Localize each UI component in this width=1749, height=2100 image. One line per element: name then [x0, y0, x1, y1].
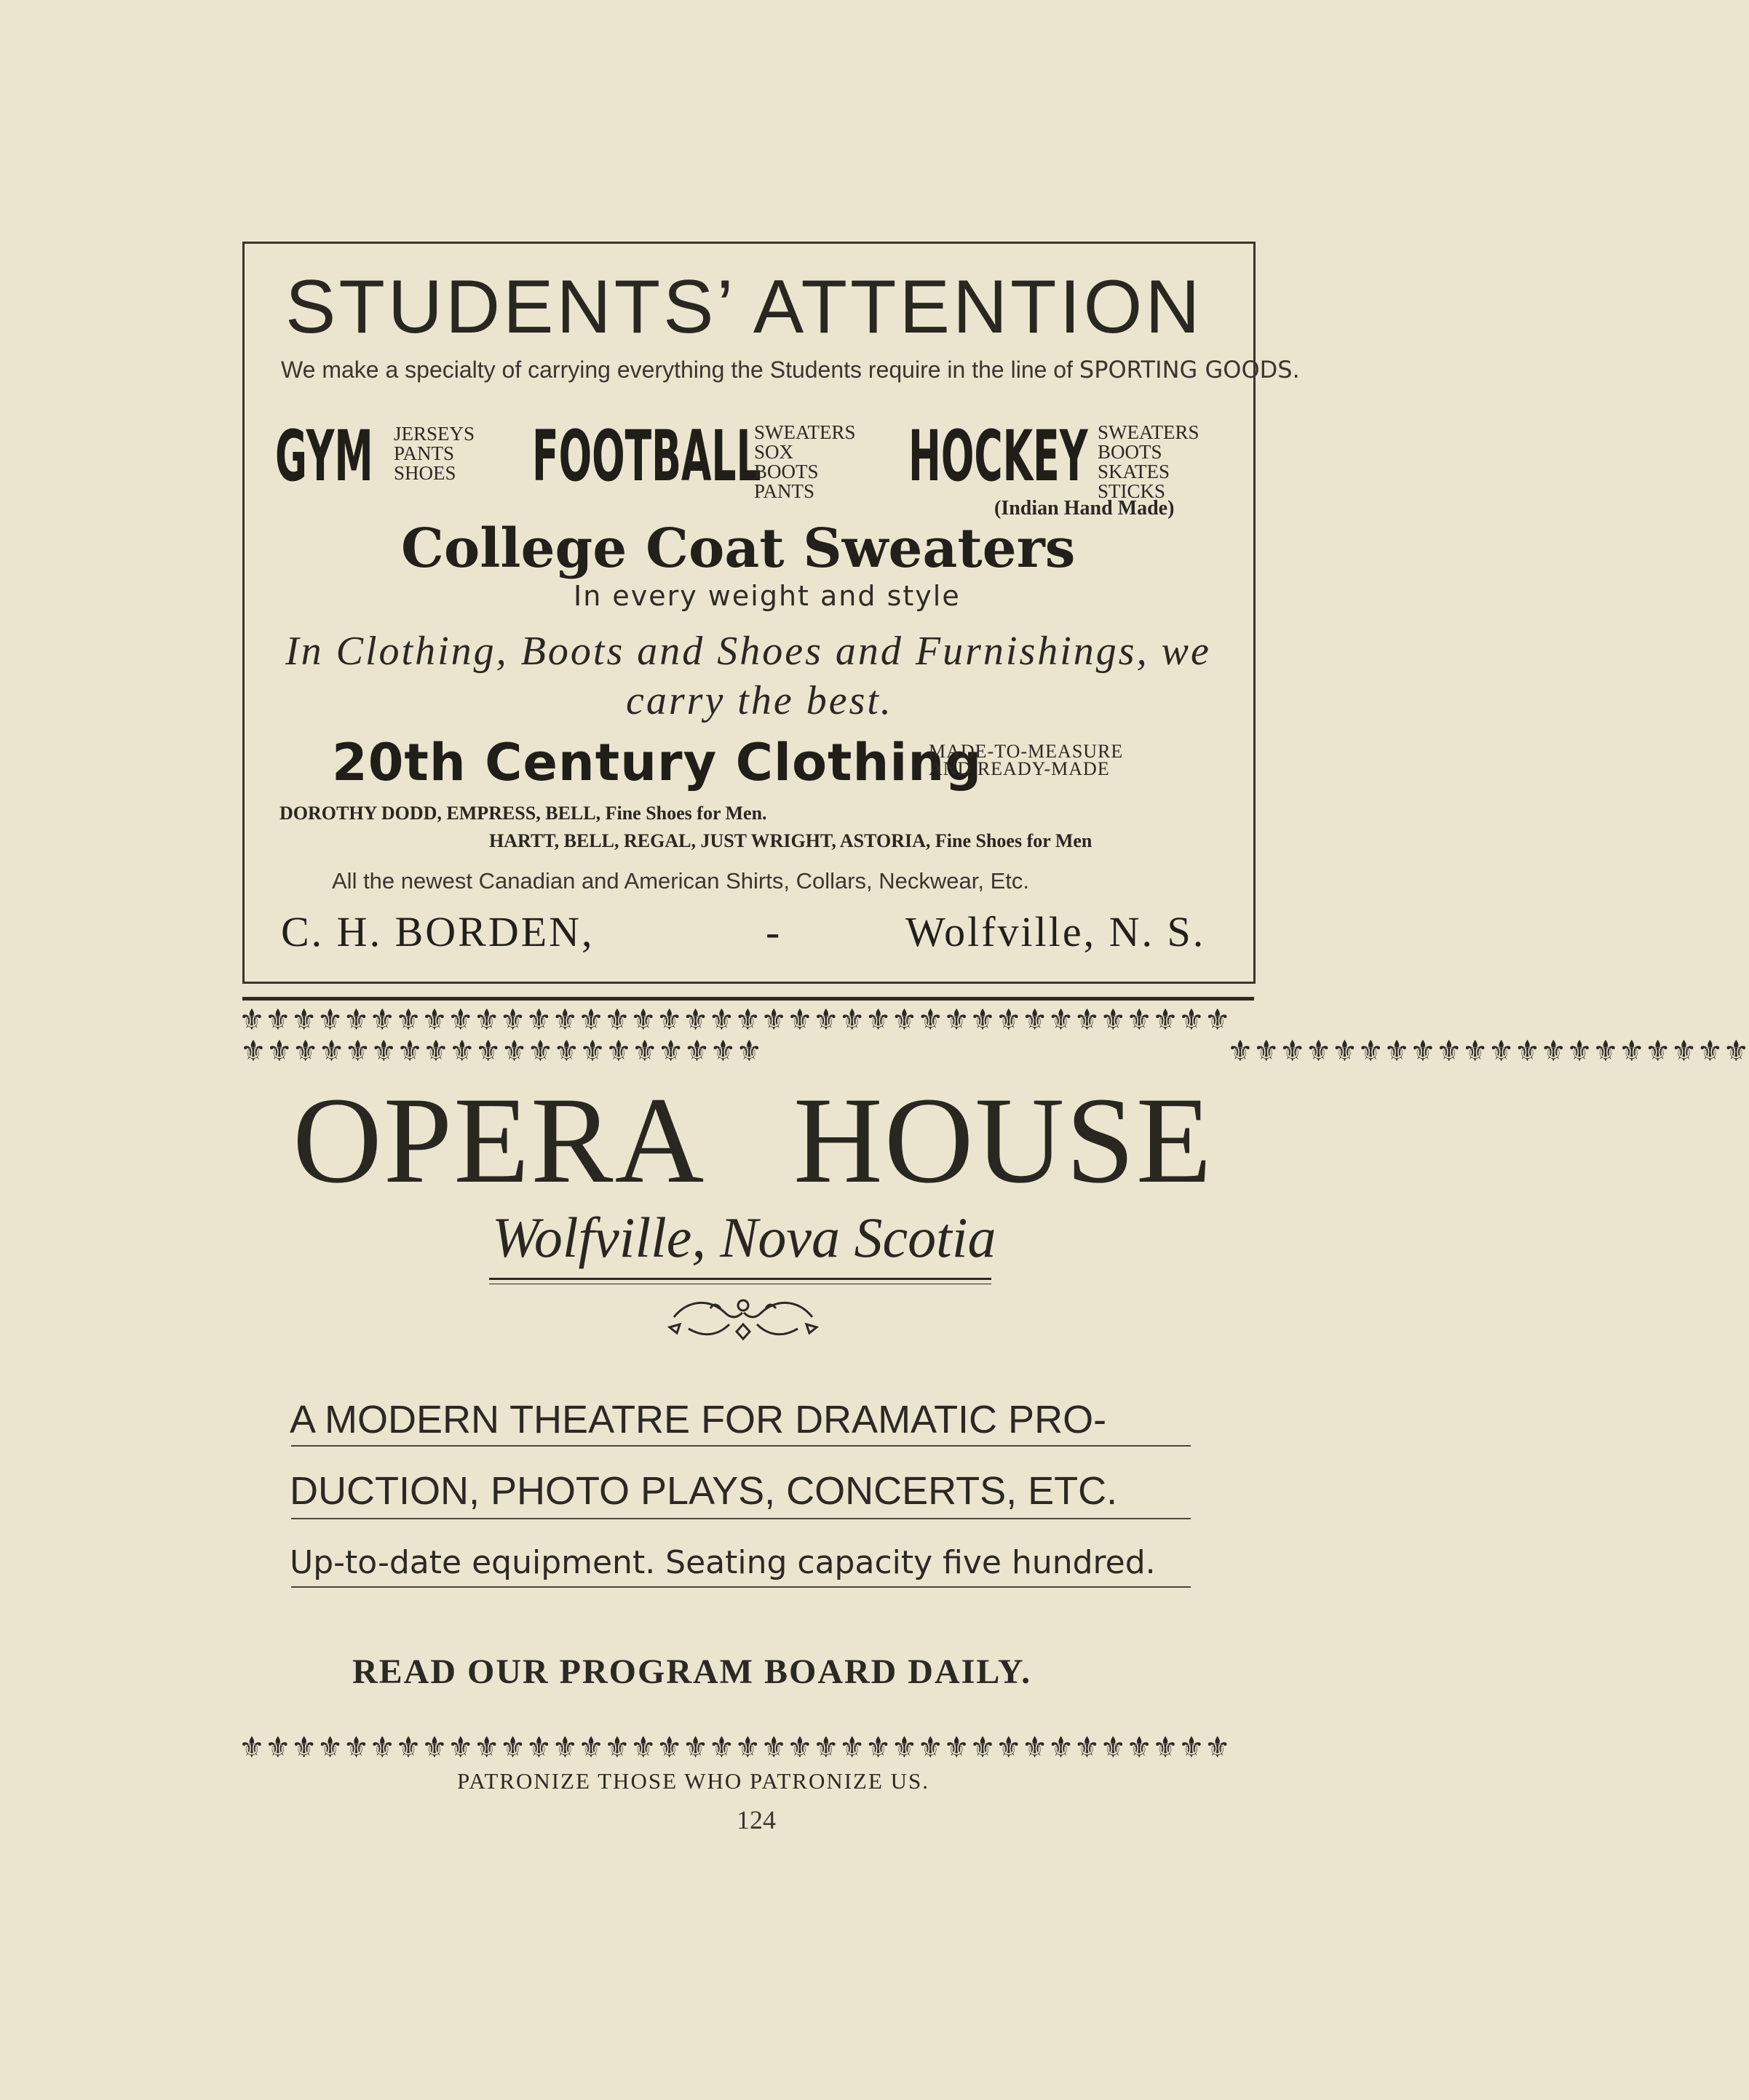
intro-sporting-goods: SPORTING GOODS. [1079, 356, 1300, 383]
clothing-line-2: carry the best. [626, 678, 893, 723]
made-line: MADE-TO-MEASURE [929, 741, 1124, 762]
football-item: PANTS [754, 480, 815, 502]
opera-line-1-rule [291, 1445, 1191, 1447]
gym-item: SHOES [394, 462, 456, 484]
opera-line-3-rule [291, 1586, 1191, 1588]
clothing-line-1: In Clothing, Boots and Shoes and Furnishings, we [285, 629, 1211, 674]
shoes-line-2: HARTT, BELL, REGAL, JUST WRIGHT, ASTORIA, Fine Shoes for Men [489, 830, 1092, 851]
gym-item: PANTS [394, 442, 455, 464]
made-to-measure [929, 743, 1123, 778]
gym-label: GYM [275, 415, 373, 497]
merchant-dash: - [766, 908, 782, 955]
football-item: BOOTS [754, 461, 819, 482]
fleur-de-lis-icon: ⚜⚜⚜⚜⚜⚜⚜⚜⚜⚜⚜⚜⚜⚜⚜⚜⚜⚜⚜⚜⚜⚜⚜⚜⚜⚜⚜⚜⚜⚜⚜⚜⚜⚜⚜⚜⚜⚜ [239, 1731, 1231, 1765]
merchant-name: C. H. BORDEN, [281, 908, 595, 955]
scroll-ornament-icon [667, 1295, 820, 1340]
students-ad-title: STUDENTS’ ATTENTION [285, 265, 1203, 349]
place-underline [489, 1278, 991, 1280]
college-sub: In every weight and style [574, 580, 961, 612]
shirts-line: All the newest Canadian and American Shirts, Collars, Neckwear, Etc. [332, 868, 1030, 894]
opera-line-4: READ OUR PROGRAM BOARD DAILY. [352, 1652, 1032, 1691]
border-bottom [239, 1731, 1258, 1765]
football-label: FOOTBALL [532, 415, 761, 497]
college-coat-sweaters: College Coat Sweaters [401, 517, 1076, 580]
gym-items [394, 424, 475, 483]
century-clothing: 20th Century Clothing [332, 733, 983, 792]
opera-title-left: OPERA [293, 1072, 706, 1209]
fleur-de-lis-icon: ⚜⚜⚜⚜⚜⚜⚜⚜⚜⚜⚜⚜⚜⚜⚜⚜⚜⚜⚜⚜ [1227, 1035, 1749, 1068]
hockey-label: HOCKEY [908, 415, 1088, 497]
border-top [239, 1003, 1258, 1037]
football-item: SOX [754, 441, 794, 463]
opera-title-right: HOUSE [793, 1072, 1213, 1209]
made-line: AND READY-MADE [929, 758, 1110, 779]
opera-line-2: DUCTION, PHOTO PLAYS, CONCERTS, ETC. [290, 1469, 1118, 1513]
gym-item: JERSEYS [394, 423, 475, 445]
football-item: SWEATERS [754, 421, 856, 443]
merchant-town: Wolfville, N. S. [905, 908, 1206, 955]
fleur-de-lis-icon: ⚜⚜⚜⚜⚜⚜⚜⚜⚜⚜⚜⚜⚜⚜⚜⚜⚜⚜⚜⚜ [240, 1035, 763, 1068]
students-attention-ad [242, 242, 1300, 984]
divider-rule [242, 997, 1254, 1001]
hockey-item: BOOTS [1098, 441, 1162, 463]
opera-place: Wolfville, Nova Scotia [492, 1206, 996, 1269]
hockey-item: SWEATERS [1098, 421, 1199, 443]
intro-text: We make a specialty of carrying everything the Students require in the line of [281, 357, 1073, 383]
shoes-line-1: DOROTHY DODD, EMPRESS, BELL, Fine Shoes for Men. [279, 803, 767, 824]
opera-line-3: Up-to-date equipment. Seating capacity five hundred. [290, 1544, 1156, 1581]
fleur-de-lis-icon: ⚜⚜⚜⚜⚜⚜⚜⚜⚜⚜⚜⚜⚜⚜⚜⚜⚜⚜⚜⚜⚜⚜⚜⚜⚜⚜⚜⚜⚜⚜⚜⚜⚜⚜⚜⚜⚜⚜ [239, 1003, 1231, 1037]
hockey-items [1098, 423, 1199, 501]
hockey-item: SKATES [1098, 461, 1170, 482]
football-items [754, 423, 856, 501]
hockey-item: STICKS [1098, 480, 1166, 502]
hockey-note: (Indian Hand Made) [994, 497, 1175, 520]
opera-line-2-rule [291, 1518, 1191, 1519]
patronize-slogan: PATRONIZE THOSE WHO PATRONIZE US. [457, 1768, 930, 1794]
opera-line-1: A MODERN THEATRE FOR DRAMATIC PRO- [290, 1398, 1107, 1441]
page-number: 124 [737, 1805, 776, 1834]
students-ad-intro [281, 356, 1300, 383]
border-right [1227, 1035, 1749, 1733]
